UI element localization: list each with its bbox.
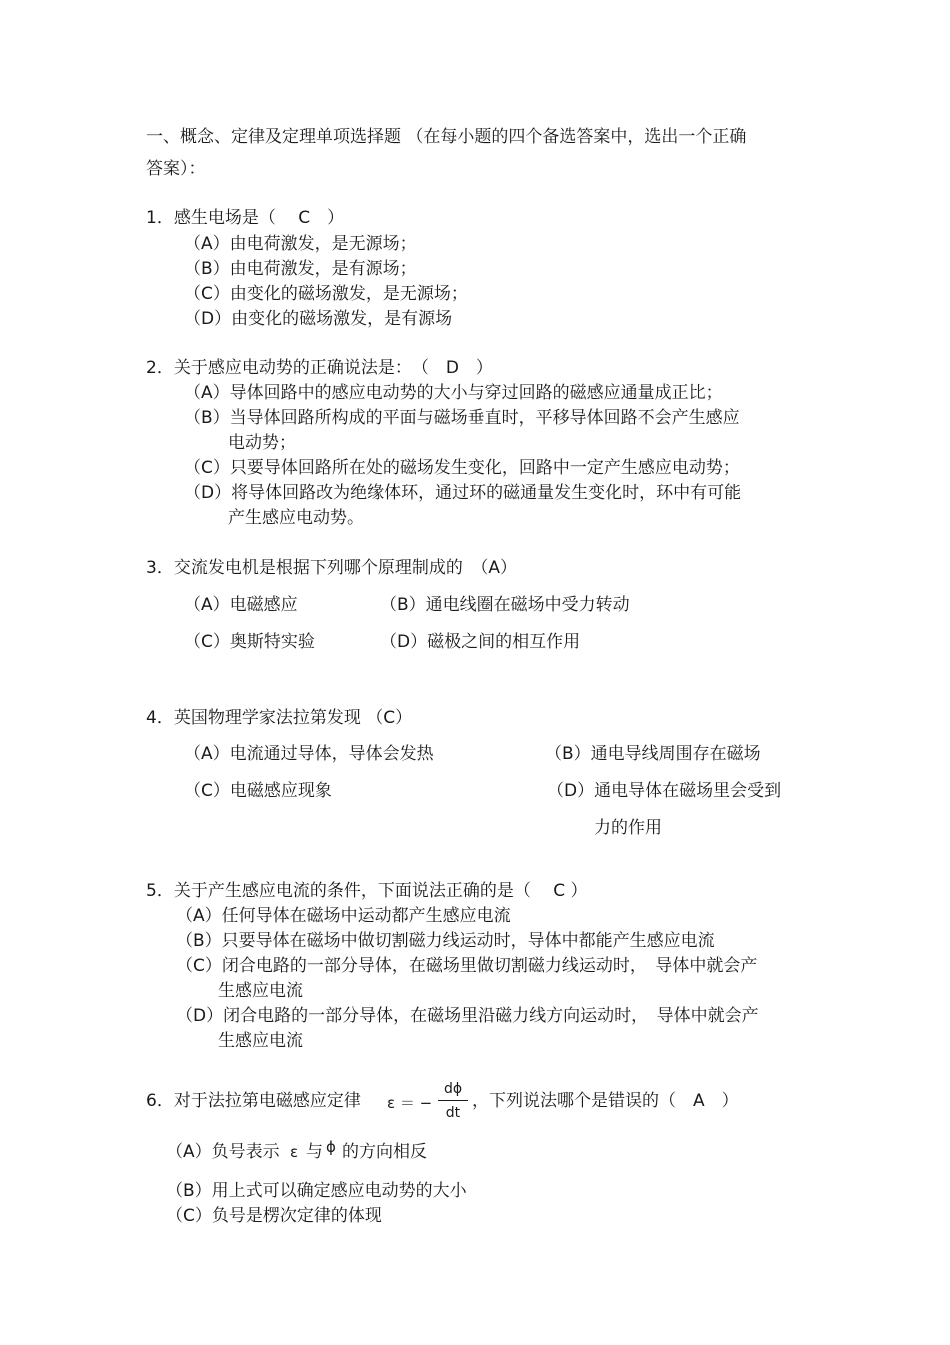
- q2-option-b-line1: （B）当导体回路所构成的平面与磁场垂直时，平移导体回路不会产生感应: [184, 408, 740, 428]
- q6-option-a-mid: 与: [306, 1142, 323, 1162]
- q3-option-d: （D）磁极之间的相互作用: [380, 632, 581, 652]
- q1-option-b: （B）由电荷激发，是有源场；: [184, 259, 417, 279]
- q6-option-a-after: 的方向相反: [342, 1142, 427, 1162]
- q6-equation-denominator: dt: [445, 1105, 461, 1121]
- q1-option-d: （D）由变化的磁场激发，是有源场: [184, 309, 453, 329]
- q4-option-b: （B）通电导线周围存在磁场: [545, 744, 761, 764]
- q5-stem: 5．关于产生感应电流的条件，下面说法正确的是（ C ）: [146, 881, 588, 901]
- q2-stem: 2．关于感应电动势的正确说法是： （ D ）: [146, 358, 493, 378]
- q6-option-a-symbol-flux: ϕ: [326, 1138, 336, 1156]
- q5-option-d-line1: （D）闭合电路的一部分导体，在磁场里沿磁力线方向运动时， 导体中就会产: [176, 1006, 759, 1026]
- q3-option-b: （B）通电线圈在磁场中受力转动: [380, 595, 630, 615]
- q5-option-b: （B）只要导体在磁场中做切割磁力线运动时，导体中都能产生感应电流: [176, 931, 715, 951]
- q4-option-d-line2: 力的作用: [594, 818, 662, 838]
- q6-fraction-bar: [438, 1100, 468, 1101]
- q2-option-c: （C）只要导体回路所在处的磁场发生变化，回路中一定产生感应电动势；: [184, 458, 740, 478]
- q3-stem: 3．交流发电机是根据下列哪个原理制成的 （A）: [146, 558, 517, 578]
- q6-option-b: （B）用上式可以确定感应电动势的大小: [166, 1181, 467, 1201]
- q1-option-a: （A）由电荷激发，是无源场；: [184, 234, 417, 254]
- q6-option-c: （C）负号是楞次定律的体现: [166, 1206, 382, 1226]
- q5-option-a: （A）任何导体在磁场中运动都产生感应电流: [176, 906, 511, 926]
- q3-option-a: （A）电磁感应: [184, 595, 298, 615]
- q5-option-d-line2: 生感应电流: [218, 1031, 303, 1051]
- section-title-line2: 答案）：: [146, 159, 206, 179]
- q6-equation-lhs: ε ＝ −: [387, 1094, 433, 1112]
- q6-option-a-before: （A）负号表示: [166, 1142, 280, 1162]
- q2-option-a: （A）导体回路中的感应电动势的大小与穿过回路的磁感应通量成正比；: [184, 383, 723, 403]
- q3-option-c: （C）奥斯特实验: [184, 632, 315, 652]
- q5-option-c-line1: （C）闭合电路的一部分导体，在磁场里做切割磁力线运动时， 导体中就会产: [176, 956, 758, 976]
- q4-option-a: （A）电流通过导体，导体会发热: [184, 744, 434, 764]
- q2-option-d-line1: （D）将导体回路改为绝缘体环，通过环的磁通量发生变化时，环中有可能: [184, 483, 742, 503]
- q2-option-d-line2: 产生感应电动势。: [228, 508, 364, 528]
- q1-stem: 1．感生电场是（ C ）: [146, 208, 345, 228]
- q6-equation-numerator: dϕ: [443, 1081, 463, 1097]
- q4-option-d-line1: （D）通电导体在磁场里会受到: [547, 781, 782, 801]
- q6-option-a-symbol-emf: ε: [290, 1143, 299, 1161]
- section-title-line1: 一、概念、定律及定理单项选择题 （在每小题的四个备选答案中，选出一个正确: [146, 127, 747, 147]
- q5-option-c-line2: 生感应电流: [218, 981, 303, 1001]
- q1-option-c: （C）由变化的磁场激发，是无源场；: [184, 284, 468, 304]
- q4-option-c: （C）电磁感应现象: [184, 781, 332, 801]
- q4-stem: 4．英国物理学家法拉第发现 （C）: [146, 708, 413, 728]
- q6-stem-before: 6．对于法拉第电磁感应定律: [146, 1091, 361, 1111]
- q6-stem-after: ，下列说法哪个是错误的（ A ）: [472, 1091, 739, 1111]
- q2-option-b-line2: 电动势；: [228, 433, 296, 453]
